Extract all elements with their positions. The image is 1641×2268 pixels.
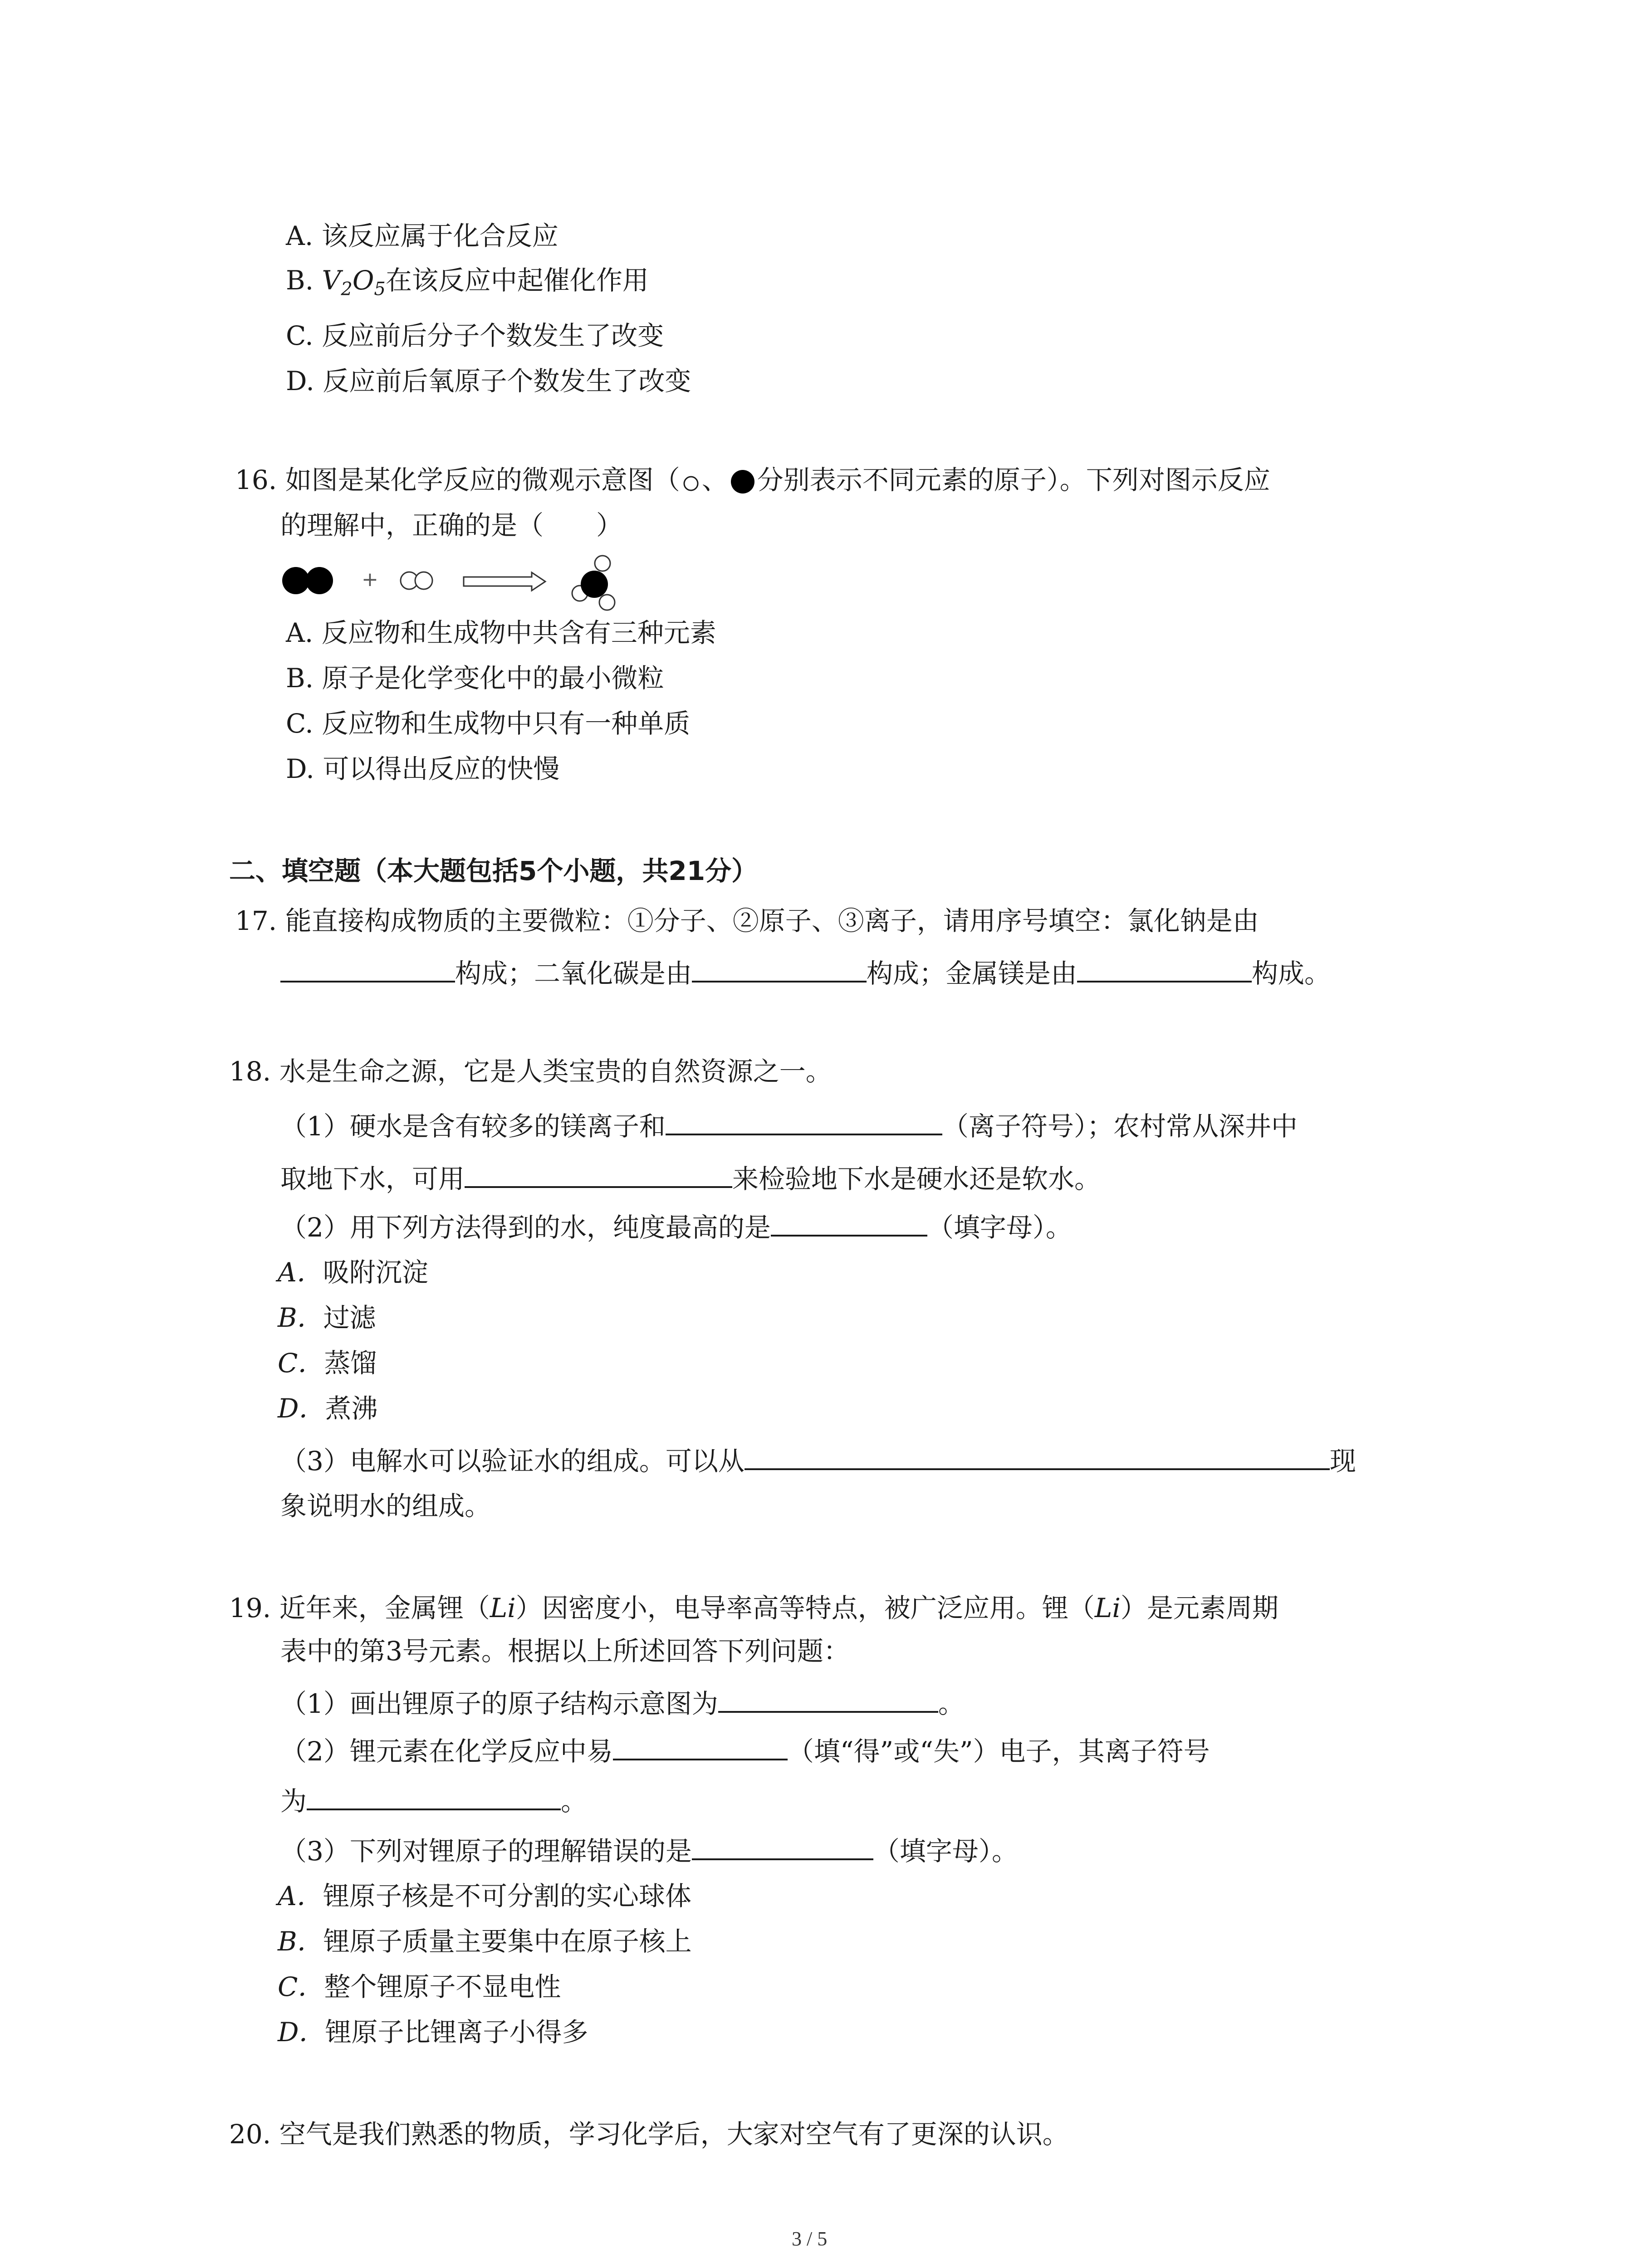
option-text: 整个锂原子不显电性: [324, 1971, 561, 2002]
stem-text: （填字母）。: [927, 1212, 1072, 1243]
answer-blank[interactable]: [307, 1780, 561, 1810]
q19-stem-line1: [229, 1590, 1279, 1626]
stem-text: （3）下列对锂原子的理解错误的是: [280, 1836, 692, 1867]
q19-part1: [280, 1683, 965, 1722]
q18-option-d: [278, 1390, 378, 1427]
question-number: 16.: [235, 464, 277, 495]
q18-option-a: [278, 1254, 428, 1290]
reaction-arrow: [464, 572, 545, 591]
q17-line2: [280, 953, 1331, 992]
option-letter: C．: [278, 1971, 324, 2002]
option-text: 锂原子比锂离子小得多: [325, 2017, 588, 2048]
black-atom-icon: [728, 467, 757, 494]
page-number: 3 / 5: [792, 2228, 828, 2250]
q18-option-c: [278, 1345, 377, 1381]
option-letter: D.: [286, 753, 314, 784]
q18-part1-line1: [280, 1105, 1298, 1144]
answer-blank[interactable]: [745, 1440, 1330, 1470]
option-text: 反应前后分子个数发生了改变: [322, 320, 664, 351]
q19-option-c: [278, 1969, 561, 2005]
q18-option-b: [278, 1300, 376, 1336]
q16-option-c: [286, 705, 690, 742]
option-text: 过滤: [323, 1302, 376, 1333]
q16-stem-line2: 的理解中，正确的是（ ）: [280, 510, 623, 541]
option-text: 在该反应中起催化作用: [385, 265, 649, 296]
reactant-white-molecule: [401, 572, 432, 589]
stem-text: （2）用下列方法得到的水，纯度最高的是: [280, 1212, 771, 1243]
answer-blank[interactable]: [465, 1158, 732, 1188]
answer-blank[interactable]: [692, 1830, 873, 1860]
q19-stem-line2: 表中的第3号元素。根据以上所述回答下列问题：: [280, 1636, 850, 1667]
stem-text: （离子符号）；农村常从深井中: [942, 1111, 1298, 1142]
q19-option-d: [278, 2014, 588, 2050]
answer-blank[interactable]: [692, 953, 867, 982]
reactant-black-molecule: [282, 567, 333, 594]
q18-part1-line2: [280, 1158, 1101, 1197]
stem-text: （填字母）。: [873, 1836, 1018, 1867]
option-text: 煮沸: [325, 1393, 378, 1424]
stem-text: 取地下水，可用: [280, 1163, 465, 1194]
product-molecule: [572, 556, 615, 610]
white-atom-icon: [680, 471, 702, 493]
q20-stem: [229, 2116, 1069, 2152]
formula-v: V: [322, 265, 341, 296]
stem-text: （1）画出锂原子的原子结构示意图为: [280, 1688, 718, 1719]
option-text: 吸附沉淀: [323, 1257, 428, 1288]
q19-part2-line1: [280, 1730, 1210, 1769]
option-text: 反应前后氧原子个数发生了改变: [323, 366, 691, 396]
answer-blank[interactable]: [613, 1730, 788, 1760]
option-letter: C.: [286, 320, 314, 351]
stem-text: 能直接构成物质的主要微粒：①分子、②原子、③离子，请用序号填空：氯化钠是由: [285, 905, 1259, 936]
q18-part2: [280, 1207, 1072, 1246]
stem-text: 。: [561, 1786, 588, 1817]
option-text: 原子是化学变化中的最小微粒: [322, 663, 664, 694]
answer-blank[interactable]: [666, 1105, 942, 1135]
q15-option-d: [286, 363, 691, 399]
q19-part3: [280, 1830, 1018, 1869]
reaction-diagram: [278, 553, 632, 617]
option-letter: A．: [278, 1257, 323, 1288]
stem-text: （3）电解水可以验证水的组成。可以从: [280, 1446, 745, 1476]
q18-part3-line2: 象说明水的组成。: [280, 1491, 491, 1521]
option-letter: A．: [278, 1881, 323, 1911]
option-text: 该反应属于化合反应: [321, 220, 558, 251]
stem-text: 、: [701, 464, 728, 495]
stem-text: 为: [280, 1786, 307, 1817]
option-letter: D．: [278, 1393, 325, 1424]
symbol-li: Li: [1094, 1593, 1121, 1623]
option-letter: B.: [286, 663, 314, 694]
q19-part2-line2: [280, 1780, 587, 1819]
stem-text: 空气是我们熟悉的物质，学习化学后，大家对空气有了更深的认识。: [279, 2119, 1069, 2150]
q18-part3-line1: [280, 1440, 1356, 1479]
stem-text: 水是生命之源，它是人类宝贵的自然资源之一。: [279, 1056, 832, 1087]
stem-text: （2）锂元素在化学反应中易: [280, 1736, 613, 1767]
option-text: 可以得出反应的快慢: [323, 753, 560, 784]
option-letter: D．: [278, 2017, 325, 2048]
stem-text: 构成；金属镁是由: [867, 958, 1078, 989]
answer-blank[interactable]: [280, 953, 455, 982]
question-number: 17.: [235, 905, 277, 936]
q16-option-b: [286, 660, 664, 696]
q16-option-d: [286, 751, 559, 787]
q15-option-c: [286, 318, 664, 354]
option-text: 锂原子核是不可分割的实心球体: [323, 1881, 691, 1911]
q19-option-a: [278, 1878, 691, 1914]
stem-text: （1）硬水是含有较多的镁离子和: [280, 1111, 666, 1142]
stem-text: 构成；二氧化碳是由: [455, 958, 692, 989]
q19-option-b: [278, 1923, 692, 1960]
stem-text: （填“得”或“失”）电子，其离子符号: [787, 1736, 1210, 1767]
q15-option-b: [286, 262, 649, 308]
option-text: 锂原子质量主要集中在原子核上: [323, 1926, 692, 1957]
formula-sub-5: 5: [374, 279, 386, 300]
question-number: 19.: [229, 1593, 271, 1623]
q16-stem-line1: [235, 462, 1270, 498]
q18-stem: [229, 1053, 832, 1090]
q16-option-a: [286, 615, 716, 651]
option-text: 蒸馏: [324, 1348, 377, 1378]
stem-text: 现: [1329, 1446, 1356, 1476]
stem-text: 分别表示不同元素的原子）。下列对图示反应: [757, 464, 1270, 495]
question-number: 18.: [229, 1056, 271, 1087]
stem-text: 近年来，金属锂（: [279, 1593, 490, 1623]
q15-option-a: [286, 218, 558, 254]
option-letter: A.: [286, 617, 314, 648]
symbol-li: Li: [490, 1593, 516, 1623]
section-heading: 二、填空题（本大题包括5个小题，共21分）: [229, 855, 758, 886]
question-number: 20.: [229, 2119, 271, 2150]
option-letter: B.: [286, 265, 314, 296]
option-letter: B．: [278, 1302, 323, 1333]
stem-text: ）因密度小，电导率高等特点，被广泛应用。锂（: [515, 1593, 1095, 1623]
answer-blank[interactable]: [1077, 953, 1252, 982]
formula-sub-2: 2: [341, 279, 353, 300]
option-letter: A.: [286, 220, 314, 251]
option-letter: B．: [278, 1926, 323, 1957]
formula-o: O: [352, 265, 374, 296]
stem-text: 。: [938, 1688, 965, 1719]
q17-line1: [235, 903, 1259, 939]
stem-text: 如图是某化学反应的微观示意图（: [285, 464, 680, 495]
answer-blank[interactable]: [718, 1683, 938, 1713]
answer-blank[interactable]: [771, 1207, 927, 1237]
stem-text: ）是元素周期: [1120, 1593, 1279, 1623]
stem-text: 构成。: [1252, 958, 1331, 989]
plus-sign: +: [362, 568, 378, 591]
option-letter: D.: [286, 366, 314, 396]
option-text: 反应物和生成物中共含有三种元素: [321, 617, 716, 648]
option-letter: C.: [286, 708, 314, 739]
option-letter: C．: [278, 1348, 324, 1378]
stem-text: 来检验地下水是硬水还是软水。: [732, 1163, 1101, 1194]
option-text: 反应物和生成物中只有一种单质: [322, 708, 691, 739]
